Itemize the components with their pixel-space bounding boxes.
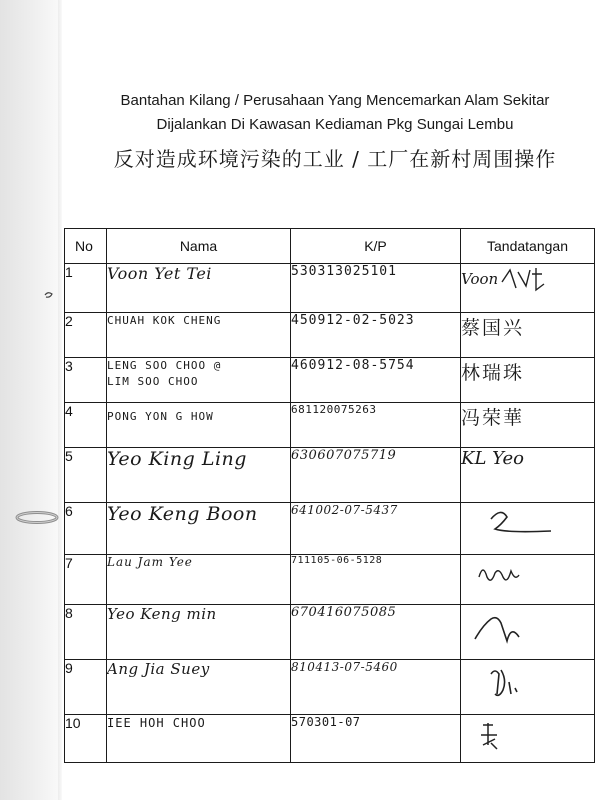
row-number: 2 [65,313,107,358]
name-cell [107,313,291,358]
table-row [65,403,595,448]
signature-table [64,228,595,763]
signature-cell [461,555,595,605]
row-number: 1 [65,264,107,313]
row-number: 10 [65,715,107,763]
table-row [65,715,595,763]
name-cell [107,358,291,403]
ic-number-cell [291,358,461,403]
signature-cell [461,264,595,313]
page-edge [58,0,62,800]
signature-text: 林瑞珠 [461,362,525,384]
name-text: PONG YON G HOW [107,410,214,423]
signature-scribble [461,555,571,595]
signature-cell [461,715,595,763]
table-row [65,555,595,605]
column-header-no: No [65,229,107,264]
name-text: Ang Jia Suey [107,660,210,678]
pen-mark [44,290,54,300]
table-row [65,605,595,660]
row-number: 8 [65,605,107,660]
signature-cell [461,660,595,715]
signature-scribble [461,503,571,547]
row-number: 7 [65,555,107,605]
name-text: IEE HOH CHOO [107,716,206,730]
name-cell [107,605,291,660]
ic-number-text: 450912-02-5023 [291,313,415,328]
row-number: 3 [65,358,107,403]
name-text: Yeo Keng Boon [107,503,258,525]
ic-number-text: 570301-07 [291,715,361,729]
signature-scribble [461,660,571,706]
signature-scribble [461,605,571,651]
row-number: 6 [65,503,107,555]
name-cell [107,403,291,448]
ic-number-text: 711105-06-5128 [291,555,383,566]
row-number: 4 [65,403,107,448]
table-header-row [65,229,595,264]
ic-number-cell [291,660,461,715]
row-number: 5 [65,448,107,503]
name-cell [107,715,291,763]
signature-text: 冯荣華 [461,407,525,429]
ic-number-text: 681120075263 [291,403,377,416]
ic-number-text: 810413-07-5460 [291,660,398,674]
name-text: Yeo King Ling [107,448,247,470]
ic-number-text: 530313025101 [291,264,397,279]
name-cell [107,448,291,503]
ic-number-text: 670416075085 [291,605,397,620]
column-header-tandatangan: Tandatangan [461,229,595,264]
signature-text: KL Yeo [461,448,524,469]
column-header-nama: Nama [107,229,291,264]
name-text: Lau Jam Yee [107,555,193,569]
name-text: Voon Yet Tei [107,264,212,283]
ic-number-text: 630607075719 [291,448,397,463]
signature-scribble [498,264,548,294]
document-title-line-2: Dijalankan Di Kawasan Kediaman Pkg Sungai Lembu [156,116,514,133]
table-row [65,660,595,715]
signature-text: Voon [461,270,499,288]
ic-number-cell [291,555,461,605]
table-row [65,503,595,555]
document-title-chinese: 反对造成环境污染的工业 / 工厂在新村周围操作 [113,147,557,171]
ic-number-cell [291,403,461,448]
name-cell [107,660,291,715]
name-cell [107,264,291,313]
ic-number-text: 460912-08-5754 [291,358,415,373]
name-text: CHUAH KOK CHENG [107,314,222,327]
row-number: 9 [65,660,107,715]
binder-page-shadow [0,0,62,800]
document-title-line-1: Bantahan Kilang / Perusahaan Yang Mencemarkan Alam Sekitar [120,92,550,109]
signature-cell [461,403,595,448]
name-text: Yeo Keng min [107,605,217,623]
signature-cell [461,448,595,503]
ic-number-cell [291,448,461,503]
name-cell [107,503,291,555]
ic-number-cell [291,715,461,763]
ic-number-text: 641002-07-5437 [291,503,398,517]
signature-scribble [461,715,571,755]
table-row [65,313,595,358]
signature-cell [461,313,595,358]
name-text-line-1: LENG SOO CHOO @ [107,359,222,372]
ic-number-cell [291,503,461,555]
table-row [65,448,595,503]
ic-number-cell [291,264,461,313]
table-row [65,264,595,313]
name-text-line-2: LIM SOO CHOO [107,375,199,388]
name-cell [107,555,291,605]
ic-number-cell [291,605,461,660]
signature-cell [461,605,595,660]
signature-cell [461,358,595,403]
ic-number-cell [291,313,461,358]
signature-cell [461,503,595,555]
column-header-kp: K/P [291,229,461,264]
binder-ring [15,510,60,525]
table-row [65,358,595,403]
signature-text: 蔡国兴 [461,317,525,339]
